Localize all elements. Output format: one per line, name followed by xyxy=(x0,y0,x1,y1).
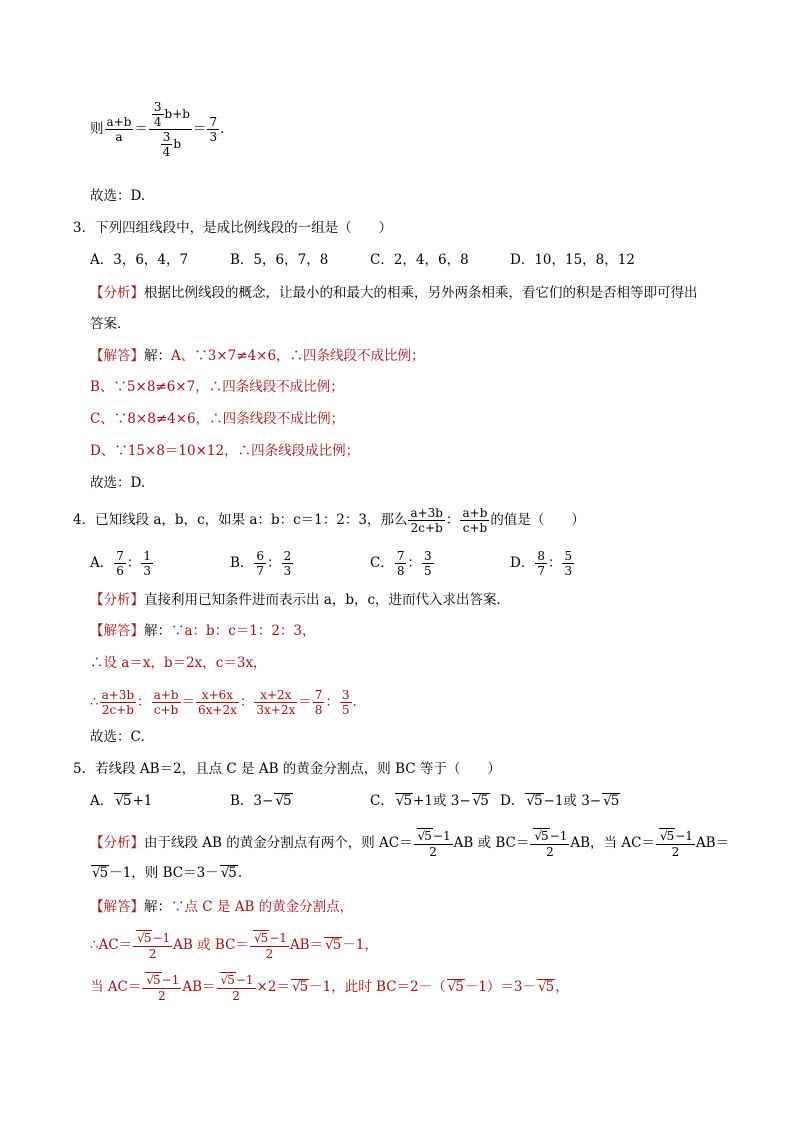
q4-stem: 4．已知线段 a，b，c，如果 a：b：c＝1：2：3，那么 $\frac{a+3b}{2c+b}$ ： $\frac{a+b}{c+b}$ 的值是（ ） xyxy=(73,506,585,535)
option-a: A．3，6，4，7 xyxy=(90,252,189,268)
q5-sol-3: 当 AC＝ √ $\frac{5-1}{2}$ AB＝ √ $\frac{5-1}{2}$ ×2＝√ 5－1，此时 BC＝2－（√ 5－1）＝3－√ 5， xyxy=(90,972,569,1003)
q4-options xyxy=(90,549,575,578)
q5-analysis: 【分析】由于线段 AB 的黄金分割点有两个，则 AC＝ √ $\frac{5-1}{2}$ AB 或 BC＝ √ $\frac{5-1}{2}$ AB，当 AC＝ √ $\frac{5-1}{2}$ AB＝ xyxy=(90,828,729,859)
q3-answer: 故选：D. xyxy=(90,475,146,491)
q4-sol-2: ∴设 a＝x，b＝2x，c＝3x， xyxy=(90,655,267,671)
option-c: C．√ 5+1或 3−√ 5 xyxy=(370,791,510,811)
option-b: B．5，6，7，8 xyxy=(230,252,329,268)
option-a: A． $\frac{7}{6}$ ： $\frac{1}{3}$ xyxy=(90,549,152,578)
answer-line: 故选：D. xyxy=(90,188,146,204)
q5-solution: 【解答】解：∵点 C 是 AB 的黄金分割点， xyxy=(90,899,354,915)
fraction: $\frac{3}{4}$ b+b $\frac{3}{4}$ b xyxy=(149,100,192,159)
q4-solution: 【解答】解：∵a：b：c＝1：2：3， xyxy=(90,623,316,639)
q3-sol-d: D、∵15×8＝10×12，∴四条线段成比例； xyxy=(90,443,360,459)
option-c: C． $\frac{7}{8}$ ： $\frac{3}{5}$ xyxy=(370,549,432,578)
q5-options xyxy=(90,791,620,811)
option-b: B． $\frac{6}{7}$ ： $\frac{2}{3}$ xyxy=(230,549,292,578)
q3-analysis: 【分析】根据比例线段的概念，让最小的和最大的相乘，另外两条相乘，看它们的积是否相等即可得出 xyxy=(90,285,698,301)
q5-analysis-cont: √ 5－1，则 BC＝3－√ 5. xyxy=(90,863,242,883)
option-a: A．√ 5+1 xyxy=(90,791,230,811)
q4-answer: 故选：C. xyxy=(90,729,145,745)
q3-sol-c: C、∵8×8≠4×6，∴四条线段不成比例； xyxy=(90,411,345,427)
fraction: $\frac{a+b}{a}$ xyxy=(106,115,132,144)
q3-analysis-cont: 答案． xyxy=(90,316,131,332)
option-b: B．3−√ 5 xyxy=(230,791,370,811)
option-d: D． $\frac{8}{7}$ ： $\frac{5}{3}$ xyxy=(510,549,573,578)
option-c: C．2，4，6，8 xyxy=(370,252,469,268)
eq-line-1: 则 $\frac{a+b}{a}$ ＝ $\frac{3}{4}$ b+b $\frac{3}{4}$ b ＝ $\frac{7}{3}$ . xyxy=(90,100,225,159)
q3-stem: 3．下列四组线段中，是成比例线段的一组是（ ） xyxy=(73,220,393,236)
q3-options xyxy=(90,250,635,270)
q3-solution: 【解答】解：A、∵3×7≠4×6，∴四条线段不成比例； xyxy=(90,348,425,364)
fraction: $\frac{7}{3}$ xyxy=(209,115,218,144)
q5-stem: 5．若线段 AB＝2，且点 C 是 AB 的黄金分割点，则 BC 等于（ ） xyxy=(73,761,501,777)
q3-sol-b: B、∵5×8≠6×7，∴四条线段不成比例； xyxy=(90,379,344,395)
q4-sol-3: ∴ $\frac{a+3b}{2c+b}$ ： $\frac{a+b}{c+b}$ ＝ $\frac{x+6x}{6x+2x}$ ： $\frac{x+2x}{3x+2x}$ ＝ $\frac{7}{8}$ ： $\frac{3}{5}$ . xyxy=(90,688,357,717)
q4-analysis: 【分析】直接利用已知条件进而表示出 a，b，c，进而代入求出答案． xyxy=(90,592,511,608)
q5-sol-2: ∴AC＝ √ $\frac{5-1}{2}$ AB 或 BC＝ √ $\frac{5-1}{2}$ AB＝√ 5－1， xyxy=(90,930,378,961)
option-d: D．10，15，8，12 xyxy=(510,252,635,268)
option-d: D．√ 5−1或 3−√ 5 xyxy=(500,793,620,809)
